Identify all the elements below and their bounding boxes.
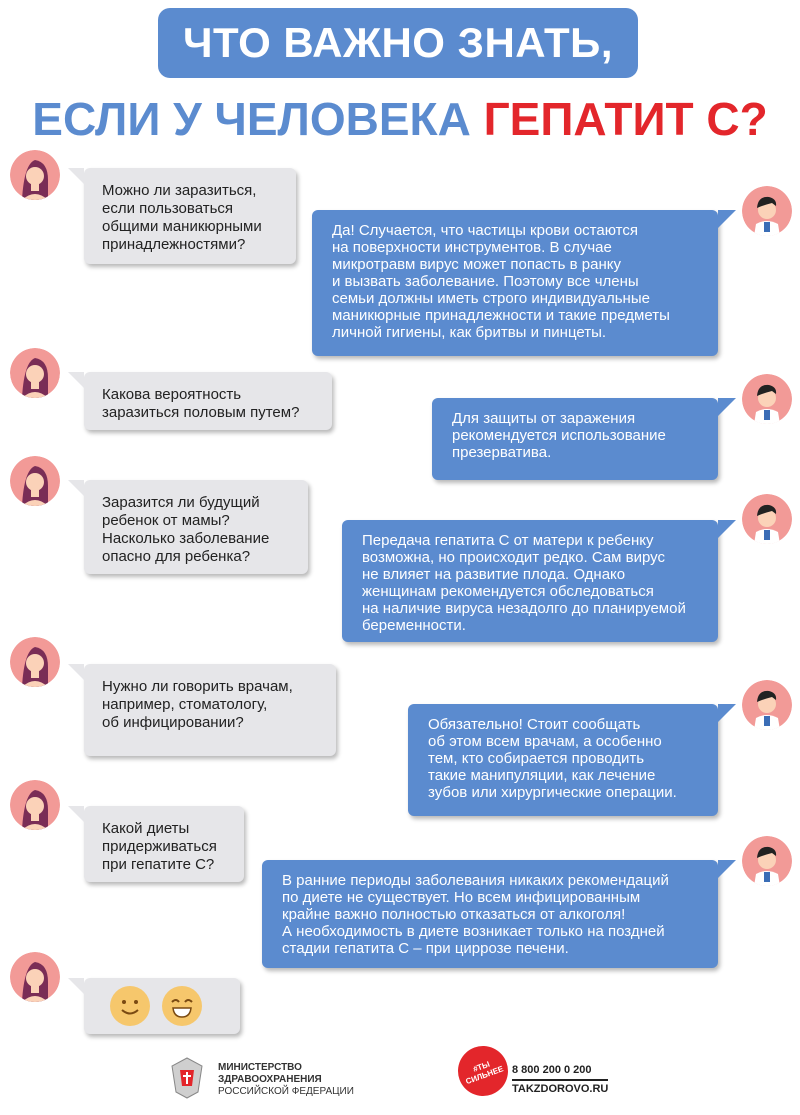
question-bubble: Какой диеты придерживаться при гепатите С? — [84, 806, 244, 882]
emoji-bubble — [84, 978, 240, 1034]
title-line-2 — [0, 92, 800, 146]
woman-avatar-icon — [10, 150, 60, 200]
woman-avatar-icon — [10, 456, 60, 506]
title-banner — [158, 8, 638, 78]
question-bubble: Нужно ли говорить врачам, например, стоматологу, об инфицировании? — [84, 664, 336, 756]
ministry-caption — [218, 1062, 354, 1098]
hotline-site: TAKZDOROVO.RU — [512, 1083, 609, 1095]
answer-bubble: Обязательно! Стоит сообщать об этом всем врачам, а особенно тем, кто собирается проводить такие манипуляции, как лечение зубов или хирургические операции. — [408, 704, 718, 816]
doctor-avatar-icon — [742, 186, 792, 236]
woman-avatar-icon — [10, 780, 60, 830]
woman-avatar-icon — [10, 952, 60, 1002]
answer-bubble: Передача гепатита С от матери к ребенку возможна, но происходит редко. Сам вирус не влияет на развитие плода. Однако женщинам рекомендуется обследоваться на наличие вируса незадолго до планируемой беременности. — [342, 520, 718, 642]
ministry-line-3: РОССИЙСКОЙ ФЕДЕРАЦИИ — [218, 1086, 354, 1097]
question-bubble: Заразится ли будущий ребенок от мамы? Насколько заболевание опасно для ребенка? — [84, 480, 308, 574]
ministry-emblem-icon — [162, 1052, 212, 1102]
doctor-avatar-icon — [742, 680, 792, 730]
question-bubble: Какова вероятность заразиться половым путем? — [84, 372, 332, 430]
grin-emoji-icon — [162, 986, 202, 1026]
answer-bubble: В ранние периоды заболевания никаких рекомендаций по диете не существует. Но всем инфицированным крайне важно полностью отказаться от алкоголя! А необходимость в диете возникает только на поздней стадии гепатита С – при циррозе печени. — [262, 860, 718, 968]
hotline-info — [512, 1064, 608, 1096]
title-line-2-blue: ЕСЛИ У ЧЕЛОВЕКА — [32, 93, 484, 145]
doctor-avatar-icon — [742, 494, 792, 544]
woman-avatar-icon — [10, 348, 60, 398]
question-bubble: Можно ли заразиться, если пользоваться общими маникюрными принадлежностями? — [84, 168, 296, 264]
answer-bubble: Для защиты от заражения рекомендуется использование презерватива. — [432, 398, 718, 480]
ministry-line-1: МИНИСТЕРСТВО — [218, 1062, 302, 1073]
ty-silnee-logo — [451, 1039, 515, 1103]
logo-text: #ТЫ СИЛЬНЕЕ — [464, 1059, 505, 1087]
doctor-avatar-icon — [742, 374, 792, 424]
title-line-1: ЧТО ВАЖНО ЗНАТЬ, — [182, 19, 614, 66]
woman-avatar-icon — [10, 637, 60, 687]
smile-emoji-icon — [110, 986, 150, 1026]
hotline-divider — [512, 1079, 608, 1081]
title-line-2-red: ГЕПАТИТ С? — [483, 93, 768, 145]
doctor-avatar-icon — [742, 836, 792, 886]
hotline-phone: 8 800 200 0 200 — [512, 1064, 592, 1076]
answer-bubble: Да! Случается, что частицы крови остаются на поверхности инструментов. В случае микротравм вирус может попасть в ранку и вызвать заболевание. Поэтому все члены семьи должны иметь строго индивидуальные маникюрные принадлежности и такие предметы личной гигиены, как бритвы и пинцеты. — [312, 210, 718, 356]
ministry-line-2: ЗДРАВООХРАНЕНИЯ — [218, 1074, 322, 1085]
